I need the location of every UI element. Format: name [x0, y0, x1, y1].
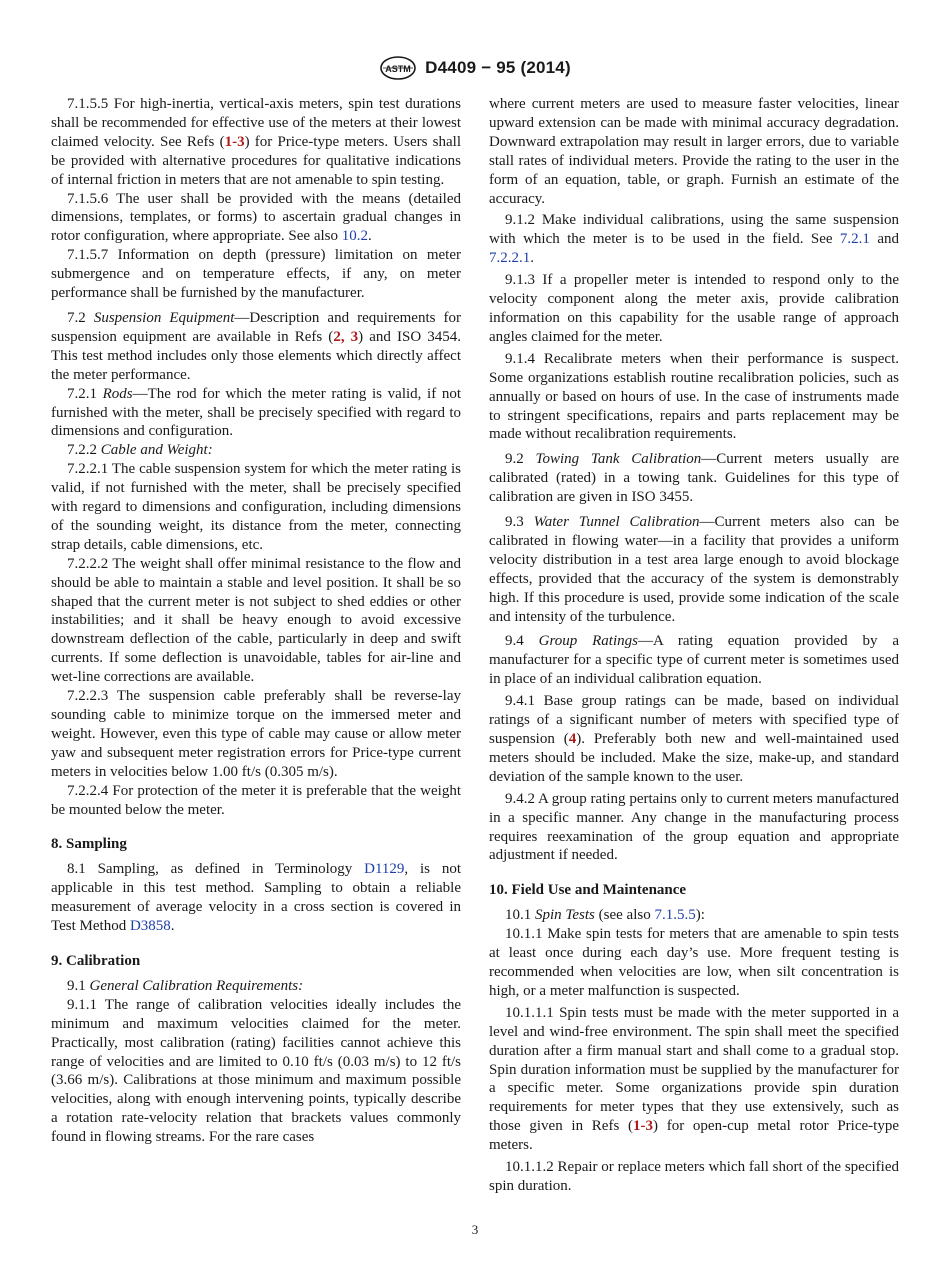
para-9-4: 9.4 Group Ratings—A rating equation provided by a manufacturer for a specific type of current meter is sometimes used in place of an individual calibration equation. [489, 633, 900, 688]
ref-link[interactable]: 2, 3 [333, 328, 359, 345]
section-link[interactable]: 10.2 [341, 228, 368, 245]
para-7-2-2-4: 7.2.2.4 For protection of the meter it is preferable that the weight be mounted below the meter. [51, 782, 461, 818]
para-10-1: 10.1 Spin Tests (see also 7.1.5.5): [505, 907, 705, 924]
document-designation: D4409 − 95 (2014) [425, 58, 571, 77]
para-7-2-1: 7.2.1 Rods—The rod for which the meter rating is valid, if not furnished with the meter, shall be precisely specified with regard to dimensions and configuration. [51, 385, 462, 440]
para-9-2: 9.2 Towing Tank Calibration—Current meters usually are calibrated (rated) in a towing tank. Guidelines for this type of calibration are given in ISO 3455. [489, 451, 899, 506]
para-8-1: 8.1 Sampling, as defined in Terminology D1129, is not applicable in this test method. Sampling to obtain a reliable measurement of average velocity in a cross section is covered in Test Method D3858. [51, 861, 461, 935]
para-9-1-4: 9.1.4 Recalibrate meters when their performance is suspect. Some organizations establish routine recalibration policies, such as annually or based on hours of use. In the case of instruments made to stringent specifications, repairs and parts replacement may be made without recalibration requirements. [489, 350, 899, 443]
para-10-1-1: 10.1.1 Make spin tests for meters that are amenable to spin tests at least once during each day’s use. More frequent testing is recommended when velocities are low, when silt concentration is high, or a meter malfunction is suspected. [489, 926, 899, 999]
section-heading-field-use: 10. Field Use and Maintenance [489, 882, 687, 899]
para-9-1: 9.1 General Calibration Requirements: [67, 977, 304, 994]
left-column [51, 95, 461, 1147]
ref-link[interactable]: 4 [568, 731, 577, 747]
para-7-2-2-3: 7.2.2.3 The suspension cable preferably shall be reverse-lay sounding cable to minimize torque on the immersed meter and weight. However, even this type of cable may cause or allow meter yaw and subsequent meter registration errors for Price-type current meters in velocities below 1.00 ft/s (0.305 m/s). [51, 688, 461, 780]
para-9-3: 9.3 Water Tunnel Calibration—Current meters also can be calibrated in flowing water—in a facility that provides a uniform velocity distribution in a test area large enough to avoid blockage effects, provided that the accuracy of the system is demonstrably high. If this procedure is used, provide some indication of the scale and intensity of the turbulence. [489, 514, 900, 625]
section-link[interactable]: 7.2.2.1 [489, 250, 531, 267]
para-9-1-1-continued: where current meters are used to measure faster velocities, linear upward extension can be made with minimal accuracy degradation. Downward extrapolation may result in larger errors, due to variable stall rates of individual meters. Provide the rating to the user in the form of an equation, table, or graph. Furnish an estimate of the accuracy. [489, 96, 899, 207]
para-7-1-5-7: 7.1.5.7 Information on depth (pressure) limitation on meter submergence and on temperature effects, if any, on meter performance shall be furnished by the manufacturer. [51, 247, 461, 302]
ref-link[interactable]: 1-3 [224, 133, 245, 150]
para-9-4-1: 9.4.1 Base group ratings can be made, based on individual ratings of a significant number of meters with specified type of suspension (4). Preferably both new and well-maintained used meters should be included. Make the size, make-up, and standard deviation of the sample known to the user. [489, 693, 899, 785]
right-column [489, 95, 899, 1196]
para-9-4-2: 9.4.2 A group rating pertains only to current meters manufactured in a specific manner. Any change in the manufacturing process requires reexamination of the group equation and appropriate adjustment if needed. [489, 790, 899, 864]
standard-link[interactable]: D1129 [364, 861, 405, 878]
ref-link[interactable]: 1-3 [633, 1118, 653, 1135]
section-link[interactable]: 7.2.1 [839, 231, 870, 248]
section-heading-calibration: 9. Calibration [51, 952, 141, 969]
astm-logo-icon [379, 56, 417, 80]
section-heading-sampling: 8. Sampling [51, 836, 127, 853]
para-7-2-2-1: 7.2.2.1 The cable suspension system for which the meter rating is valid, if not furnished with the meter, shall be precisely specified with regard to dimensions and configuration, including dimensions of the sounding weight, its distance from the meter, connecting strap details, cable dimensions, etc. [51, 461, 461, 553]
para-9-1-1: 9.1.1 The range of calibration velocities ideally includes the minimum and maximum velocities claimed for the meter. Practically, most calibration (rating) facilities cannot achieve this range of velocities and are limited to 0.10 ft/s (0.03 m/s) to 12 ft/s (3.66 m/s). Calibrations at those minimum and maximum possible velocities, along with enough intervening points, typically describe a rotation rate-velocity relation that brackets values commonly found in flowing streams. For the rare cases [51, 996, 461, 1146]
para-7-2-2: 7.2.2 Cable and Weight: [67, 442, 213, 459]
page-number: 3 [471, 1222, 479, 1237]
para-7-2-2-2: 7.2.2.2 The weight shall offer minimal resistance to the flow and should be able to maintain a stable and level position. It shall be so shaped that the current meter is not subject to shed eddies or other instabilities; and it shall be heavy enough to avoid excessive downstream deflection of the cable, particularly in deep and swift currents. If some deflection is unavoidable, tables for air-line and wet-line corrections are available. [51, 555, 461, 686]
para-9-1-2: 9.1.2 Make individual calibrations, using the same suspension with which the meter is to be used in the field. See 7.2.1 and 7.2.2.1. [489, 212, 899, 267]
para-10-1-1-1: 10.1.1.1 Spin tests must be made with the meter supported in a level and wind-free environment. The spin shall meet the specified duration after a firm manual start and shall come to a gradual stop. Spin duration information must be supplied by the manufacturer for a specific meter. Some organizations provide spin duration requirements for meter types that they use extensively, such as those given in Refs (1-3) for open-cup metal rotor Price-type meters. [489, 1004, 899, 1154]
para-7-1-5-6: 7.1.5.6 The user shall be provided with the means (detailed dimensions, templates, or forms) to ascertain gradual changes in rotor configuration, where appropriate. See also 10.2. [51, 190, 461, 245]
para-7-1-5-5: 7.1.5.5 For high-inertia, vertical-axis meters, spin test durations shall be recommended for effective use of the meters at their lowest claimed velocity. See Refs (1-3) for Price-type meters. Users shall be provided with alternative procedures for qualitative indications of internal friction in meters that are not amenable to spin testing. [51, 96, 461, 188]
standard-link[interactable]: D3858 [129, 918, 171, 935]
para-7-2: 7.2 Suspension Equipment—Description and requirements for suspension equipment are available in Refs (2, 3) and ISO 3454. This test method includes only those elements which directly affect the meter performance. [51, 309, 462, 383]
para-10-1-1-2: 10.1.1.2 Repair or replace meters which fall short of the specified spin duration. [489, 1159, 899, 1194]
para-9-1-3: 9.1.3 If a propeller meter is intended to respond only to the velocity component along the meter axis, provide calibration information on this capability for the usable range of approach angles claimed for the meter. [489, 272, 899, 345]
svg-text:ASTM: ASTM [385, 64, 411, 74]
page-header [0, 56, 950, 85]
section-link[interactable]: 7.1.5.5 [654, 907, 696, 924]
